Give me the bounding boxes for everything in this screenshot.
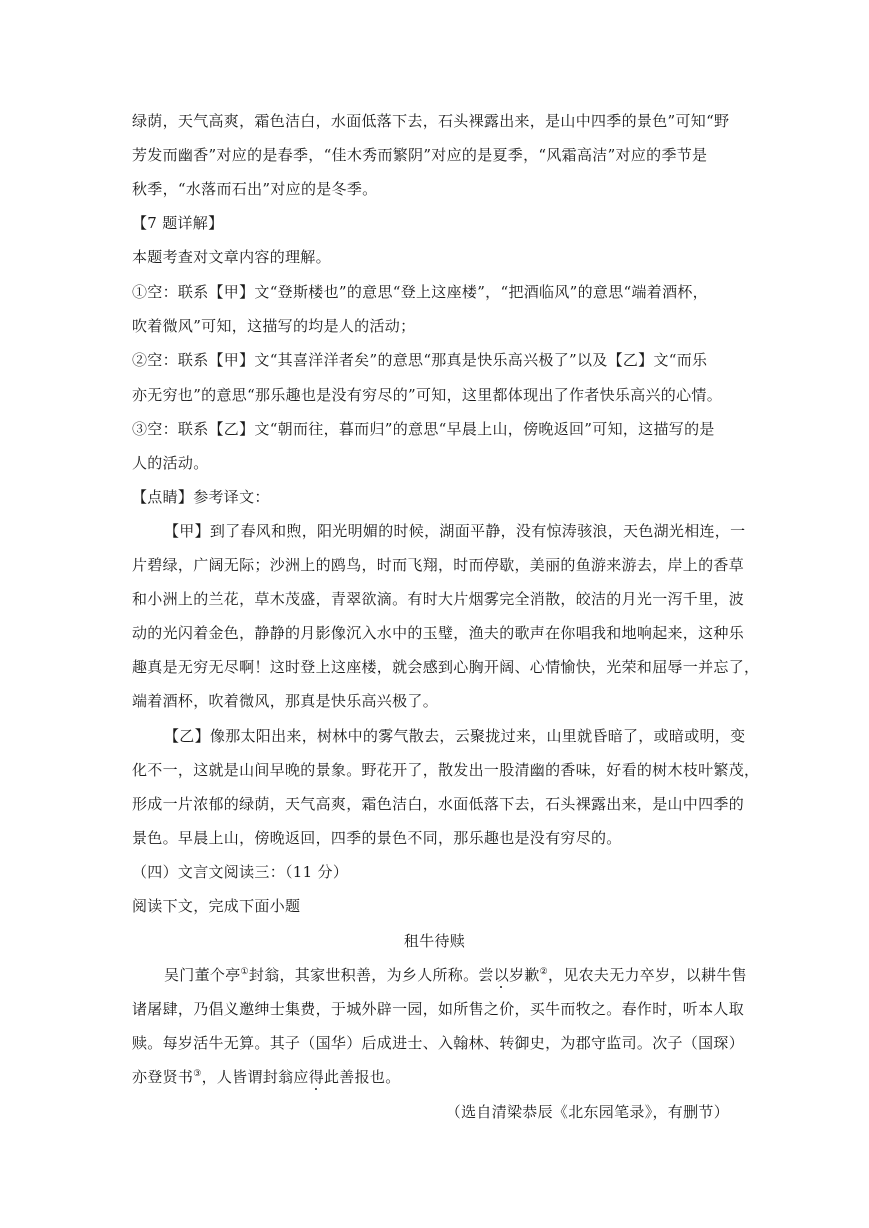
text-line: 吹着微风”可知，这描写的均是人的活动； bbox=[132, 317, 416, 335]
emphasis-dot-char: 得 bbox=[308, 1068, 324, 1086]
passage-text: ，人皆谓封翁应 bbox=[201, 1068, 309, 1086]
footnote-marker: ① bbox=[240, 967, 249, 977]
footnote-marker: ② bbox=[539, 967, 548, 977]
passage-text: 封翁，其家世积善，为乡人所称。尝 bbox=[248, 966, 494, 984]
text-line: 秋季，“水落而石出”对应的是冬季。 bbox=[132, 180, 378, 198]
passage-text: ，见农夫无力卒岁，以耕牛售 bbox=[548, 966, 747, 984]
text-line: 亦无穷也”的意思“那乐趣也是没有穷尽的”可知，这里都体现出了作者快乐高兴的心情。 bbox=[132, 386, 723, 404]
passage-text: 亦登贤书 bbox=[132, 1068, 194, 1086]
text-line: 绿荫，天气高爽，霜色洁白，水面低落下去，石头裸露出来，是山中四季的景色”可知“野 bbox=[132, 112, 730, 130]
instruction-text: 阅读下文，完成下面小题 bbox=[132, 897, 301, 915]
text-line: ①空：联系【甲】文“登斯楼也”的意思“登上这座楼”，“把酒临风”的意思“端着酒杯， bbox=[132, 283, 708, 301]
section-heading: （四）文言文阅读三：（11 分） bbox=[132, 863, 349, 881]
translation-line: 【乙】像那太阳出来，树林中的雾气散去，云聚拢过来，山里就昏暗了，或暗或明，变 bbox=[164, 727, 746, 745]
translation-line: 形成一片浓郁的绿荫，天气高爽，霜色洁白，水面低落下去，石头裸露出来，是山中四季的 bbox=[132, 795, 745, 813]
footnote-marker: ③ bbox=[193, 1069, 202, 1079]
text-line: ③空：联系【乙】文“朝而往，暮而归”的意思“早晨上山，傍晚返回”可知，这描写的是 bbox=[132, 420, 715, 438]
text-line: 人的活动。 bbox=[132, 454, 209, 472]
translation-line: 片碧绿，广阔无际；沙洲上的鸥鸟，时而飞翔，时而停歇，美丽的鱼游来游去，岸上的香草 bbox=[132, 556, 745, 574]
translation-line: 趣真是无穷无尽啊！这时登上这座楼，就会感到心胸开阔、心情愉快，光荣和屈辱一并忘了， bbox=[132, 658, 760, 676]
section-heading: 【点睛】参考译文： bbox=[132, 488, 270, 506]
translation-line: 和小洲上的兰花，草木茂盛，青翠欲滴。有时大片烟雾完全消散，皎洁的月光一泻千里，波 bbox=[132, 590, 745, 608]
passage-line: 诸屠肆，乃倡义邀绅士集费，于城外辟一园，如所售之价，买牛而牧之。春作时，听本人取 bbox=[132, 1000, 745, 1018]
passage-line: 赎。每岁活牛无算。其子（国华）后成进士、入翰林、转御史，为郡守监司。次子（国琛） bbox=[132, 1034, 745, 1052]
passage-title: 租牛待赎 bbox=[403, 932, 466, 950]
translation-line: 【甲】到了春风和煦，阳光明媚的时候，湖面平静，没有惊涛骇浪，天色湖光相连，一 bbox=[164, 522, 746, 540]
translation-line: 端着酒杯，吹着微风，那真是快乐高兴极了。 bbox=[132, 692, 439, 710]
passage-line bbox=[164, 965, 747, 985]
passage-line bbox=[132, 1067, 401, 1087]
text-line: ②空：联系【甲】文“其喜洋洋者矣”的意思“那真是快乐高兴极了”以及【乙】文“而乐 bbox=[132, 351, 708, 369]
translation-line: 化不一，这就是山间早晚的景象。野花开了，散发出一股清幽的香味，好看的树木枝叶繁茂， bbox=[132, 761, 760, 779]
source-citation: （选自清梁恭辰《北东园笔录》，有删节） bbox=[445, 1103, 729, 1121]
translation-line: 动的光闪着金色，静静的月影像沉入水中的玉璧，渔夫的歌声在你唱我和地响起来，这种乐 bbox=[132, 624, 745, 642]
text-line: 芳发而幽香”对应的是春季，“佳木秀而繁阴”对应的是夏季，“风霜高洁”对应的季节是 bbox=[132, 146, 708, 164]
section-heading: 【7 题详解】 bbox=[132, 214, 224, 232]
passage-text: 岁歉 bbox=[509, 966, 540, 984]
emphasis-dot-char: 以 bbox=[493, 966, 510, 984]
translation-line: 景色。早晨上山，傍晚返回，四季的景色不同，那乐趣也是没有穷尽的。 bbox=[132, 829, 622, 847]
passage-text: 吴门董个亭 bbox=[164, 966, 241, 984]
text-line: 本题考查对文章内容的理解。 bbox=[132, 248, 331, 266]
passage-text: 此善报也。 bbox=[324, 1068, 401, 1086]
